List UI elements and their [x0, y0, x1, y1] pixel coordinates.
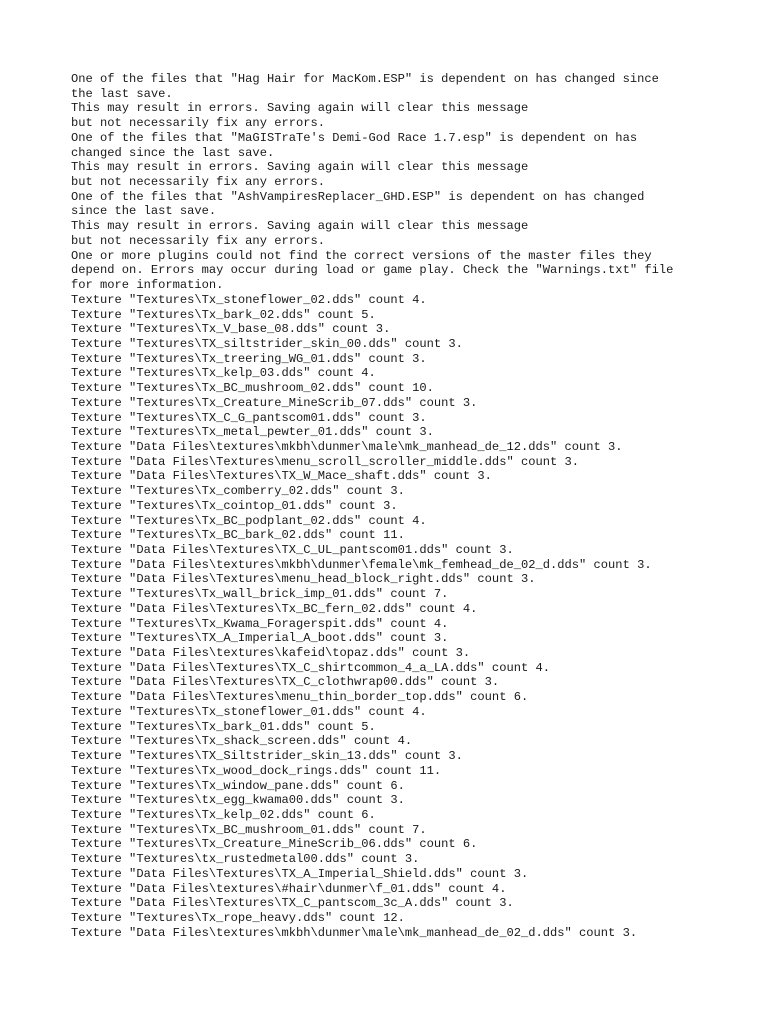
log-line: Texture "Data Files\textures\kafeid\topaz.dds" count 3. [71, 646, 471, 661]
log-line: One of the files that "Hag Hair for MacKom.ESP" is dependent on has changed since [71, 72, 659, 86]
log-line: Texture "Textures\Tx_bark_01.dds" count 5. [71, 719, 376, 734]
log-line: Texture "Textures\Tx_V_base_08.dds" count 3. [71, 322, 391, 337]
log-line: Texture "Textures\Tx_BC_mushroom_02.dds" count 10. [71, 381, 434, 396]
log-line: One or more plugins could not find the correct versions of the master files they [71, 248, 652, 263]
log-line: Texture "Textures\Tx_BC_podplant_02.dds" count 4. [71, 513, 427, 528]
log-line: Texture "Textures\Tx_metal_pewter_01.dds" count 3. [71, 425, 434, 440]
log-line: Texture "Data Files\Textures\TX_C_clothwrap00.dds" count 3. [71, 675, 500, 690]
log-line: Texture "Data Files\Textures\TX_C_pantscom_3c_A.dds" count 3. [71, 896, 514, 911]
log-line: Texture "Textures\Tx_rope_heavy.dds" count 12. [71, 910, 405, 925]
log-line: Texture "Textures\Tx_comberry_02.dds" count 3. [71, 484, 405, 499]
log-line: Texture "Data Files\Textures\TX_C_UL_pantscom01.dds" count 3. [71, 543, 514, 557]
log-line: Texture "Textures\Tx_wall_brick_imp_01.dds" count 7. [71, 587, 449, 602]
log-line: Texture "Data Files\textures\mkbh\dunmer\male\mk_manhead_de_12.dds" count 3. [71, 439, 623, 454]
log-line: but not necessarily fix any errors. [71, 175, 326, 190]
log-line: Texture "Textures\Tx_shack_screen.dds" count 4. [71, 734, 413, 749]
log-line: Texture "Data Files\textures\#hair\dunmer\f_01.dds" count 4. [71, 881, 507, 896]
log-line: the last save. [71, 86, 173, 101]
log-line: Texture "Textures\tx_egg_kwama00.dds" count 3. [71, 793, 405, 808]
warning-log-text [71, 72, 711, 940]
log-line: but not necessarily fix any errors. [71, 233, 326, 248]
log-line: This may result in errors. Saving again will clear this message [71, 219, 529, 234]
log-line: Texture "Textures\Tx_kelp_02.dds" count 6. [71, 807, 376, 822]
log-line: Texture "Data Files\textures\mkbh\dunmer\male\mk_manhead_de_02_d.dds" count 3. [71, 925, 638, 940]
log-line: Texture "Data Files\textures\mkbh\dunmer\female\mk_femhead_de_02_d.dds" count 3. [71, 557, 652, 572]
log-line: Texture "Textures\Tx_Creature_MineScrib_07.dds" count 3. [71, 395, 478, 410]
log-line: This may result in errors. Saving again will clear this message [71, 101, 529, 116]
log-line: Texture "Data Files\Textures\TX_W_Mace_shaft.dds" count 3. [71, 469, 492, 484]
log-line: Texture "Textures\Tx_window_pane.dds" count 6. [71, 778, 405, 793]
log-line: Texture "Data Files\Textures\TX_A_Imperial_Shield.dds" count 3. [71, 866, 529, 881]
log-line: for more information. [71, 278, 224, 293]
log-line: Texture "Textures\Tx_kelp_03.dds" count 4. [71, 366, 376, 381]
log-line: Texture "Textures\tx_rustedmetal00.dds" count 3. [71, 852, 420, 867]
log-line: Texture "Data Files\Textures\menu_thin_border_top.dds" count 6. [71, 690, 529, 705]
log-line: Texture "Textures\TX_A_Imperial_A_boot.dds" count 3. [71, 631, 449, 646]
log-line: Texture "Data Files\Textures\TX_C_shirtcommon_4_a_LA.dds" count 4. [71, 660, 550, 675]
log-line: This may result in errors. Saving again will clear this message [71, 160, 529, 175]
log-line: Texture "Textures\TX_C_G_pantscom01.dds" count 3. [71, 410, 427, 425]
log-line: Texture "Textures\Tx_cointop_01.dds" count 3. [71, 498, 398, 513]
log-line: Texture "Data Files\Textures\menu_head_block_right.dds" count 3. [71, 572, 536, 587]
log-line: Texture "Textures\Tx_Kwama_Foragerspit.dds" count 4. [71, 616, 449, 631]
log-line: Texture "Textures\Tx_Creature_MineScrib_06.dds" count 6. [71, 837, 478, 852]
log-line: One of the files that "MaGISTraTe's Demi-God Race 1.7.esp" is dependent on has [71, 130, 638, 145]
log-line: Texture "Textures\Tx_BC_mushroom_01.dds" count 7. [71, 822, 427, 837]
log-line: Texture "Textures\Tx_treering_WG_01.dds" count 3. [71, 351, 427, 366]
log-line: but not necessarily fix any errors. [71, 116, 326, 131]
log-line: since the last save. [71, 204, 217, 219]
log-line: changed since the last save. [71, 145, 275, 160]
log-line: Texture "Textures\Tx_stoneflower_01.dds" count 4. [71, 704, 427, 719]
log-line: Texture "Textures\Tx_BC_bark_02.dds" count 11. [71, 528, 405, 543]
log-line: One of the files that "AshVampiresReplacer_GHD.ESP" is dependent on has changed [71, 189, 645, 204]
log-line: Texture "Data Files\Textures\Tx_BC_fern_02.dds" count 4. [71, 601, 478, 616]
log-line: Texture "Textures\Tx_stoneflower_02.dds" count 4. [71, 292, 427, 307]
log-line: depend on. Errors may occur during load or game play. Check the "Warnings.txt" file [71, 263, 674, 278]
log-line: Texture "Textures\Tx_bark_02.dds" count 5. [71, 307, 376, 322]
log-line: Texture "Textures\Tx_wood_dock_rings.dds" count 11. [71, 763, 442, 778]
log-line: Texture "Textures\TX_siltstrider_skin_00.dds" count 3. [71, 336, 463, 351]
log-line: Texture "Data Files\Textures\menu_scroll_scroller_middle.dds" count 3. [71, 454, 580, 469]
log-line: Texture "Textures\TX_Siltstrider_skin_13.dds" count 3. [71, 749, 463, 764]
